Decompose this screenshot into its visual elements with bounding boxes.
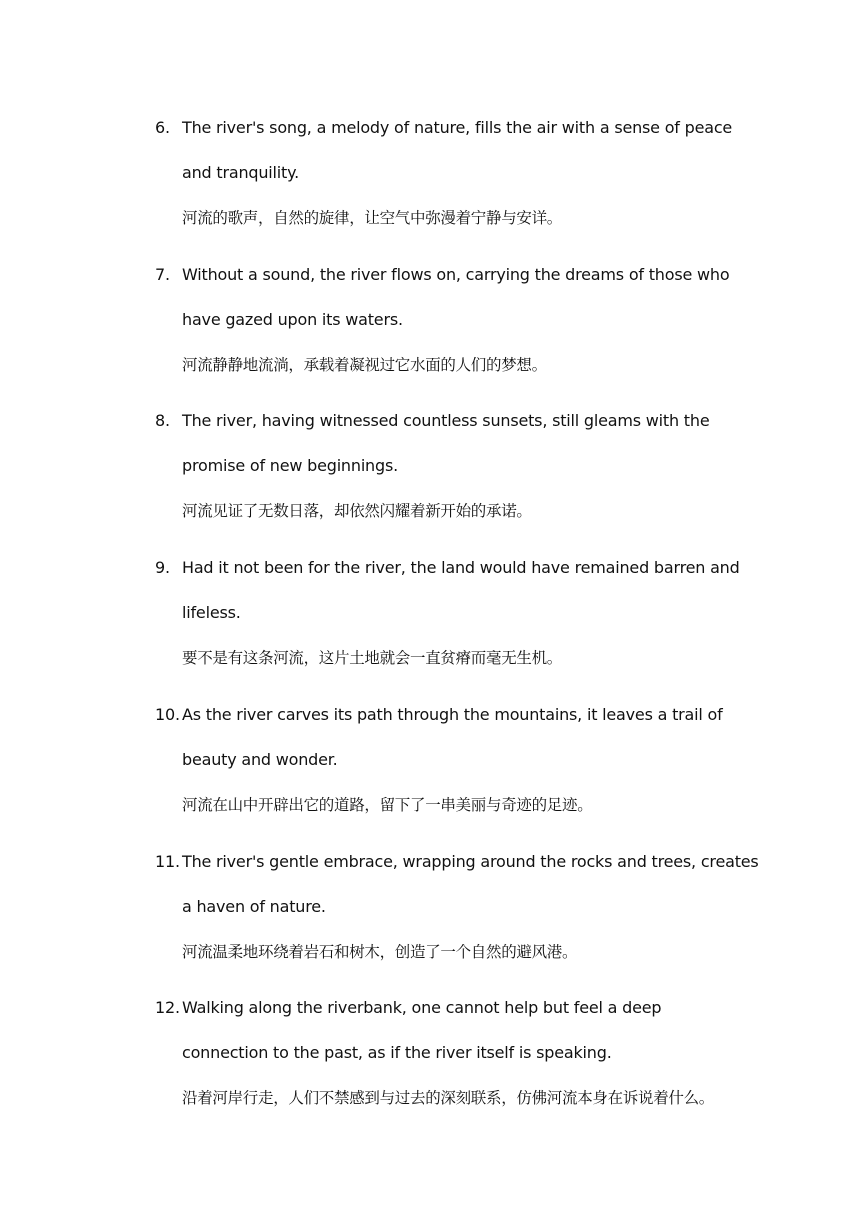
item-number: 9. bbox=[155, 558, 170, 577]
chinese-translation: 河流温柔地环绕着岩石和树木，创造了一个自然的避风港。 bbox=[182, 943, 578, 961]
english-sentence-line-1: Without a sound, the river flows on, carrying the dreams of those who bbox=[182, 265, 730, 284]
item-number: 6. bbox=[155, 118, 170, 137]
chinese-translation: 河流静静地流淌，承载着凝视过它水面的人们的梦想。 bbox=[182, 356, 547, 374]
english-sentence-line-2: beauty and wonder. bbox=[182, 750, 338, 769]
chinese-translation: 沿着河岸行走，人们不禁感到与过去的深刻联系，仿佛河流本身在诉说着什么。 bbox=[182, 1089, 715, 1107]
english-sentence-line-2: a haven of nature. bbox=[182, 897, 326, 916]
english-sentence-line-1: As the river carves its path through the mountains, it leaves a trail of bbox=[182, 705, 723, 724]
english-sentence-line-1: The river, having witnessed countless sunsets, still gleams with the bbox=[182, 411, 710, 430]
english-sentence-line-2: connection to the past, as if the river itself is speaking. bbox=[182, 1043, 612, 1062]
english-sentence-line-2: lifeless. bbox=[182, 603, 241, 622]
item-number: 11. bbox=[155, 852, 180, 871]
english-sentence-line-1: Had it not been for the river, the land would have remained barren and bbox=[182, 558, 740, 577]
english-sentence-line-1: The river's song, a melody of nature, fills the air with a sense of peace bbox=[182, 118, 733, 137]
item-number: 10. bbox=[155, 705, 180, 724]
chinese-translation: 河流的歌声，自然的旋律，让空气中弥漫着宁静与安详。 bbox=[182, 209, 563, 227]
english-sentence-line-2: have gazed upon its waters. bbox=[182, 310, 403, 329]
english-sentence-line-1: The river's gentle embrace, wrapping around the rocks and trees, creates bbox=[182, 852, 759, 871]
english-sentence-line-1: Walking along the riverbank, one cannot help but feel a deep bbox=[182, 998, 662, 1017]
item-number: 7. bbox=[155, 265, 170, 284]
chinese-translation: 要不是有这条河流，这片土地就会一直贫瘠而毫无生机。 bbox=[182, 649, 563, 667]
item-number: 8. bbox=[155, 411, 170, 430]
chinese-translation: 河流见证了无数日落，却依然闪耀着新开始的承诺。 bbox=[182, 502, 532, 520]
english-sentence-line-2: and tranquility. bbox=[182, 163, 299, 182]
english-sentence-line-2: promise of new beginnings. bbox=[182, 456, 398, 475]
item-number: 12. bbox=[155, 998, 180, 1017]
chinese-translation: 河流在山中开辟出它的道路，留下了一串美丽与奇迹的足迹。 bbox=[182, 796, 593, 814]
